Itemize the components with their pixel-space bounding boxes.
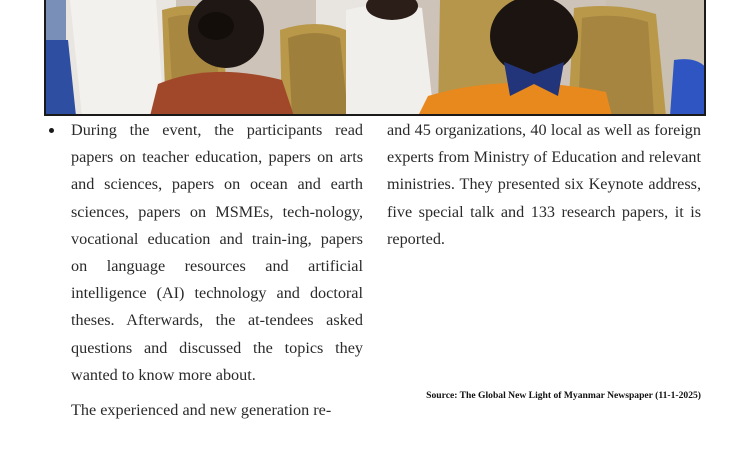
conference-audience-photo xyxy=(44,0,706,116)
right-paragraph: and 45 organizations, 40 local as well as foreign experts from Ministry of Education and relevant ministries. They presented six Keynote address, five special talk and 133 research papers, it is reported. xyxy=(387,121,701,248)
left-paragraph-2: The experienced and new generation re- xyxy=(71,401,332,420)
bullet-point xyxy=(49,128,54,133)
source-credit: Source: The Global New Light of Myanmar Newspaper (11-1-2025) xyxy=(426,390,701,401)
photo-illustration xyxy=(46,0,706,116)
left-column xyxy=(71,117,363,424)
right-column xyxy=(387,117,701,253)
left-paragraph-1: During the event, the participants read papers on teacher education, papers on arts and sciences, papers on ocean and earth sciences, papers on MSMEs, tech-nology, vocational education and train-ing, papers on language resources and artificial intelligence (AI) technology and doctoral theses. Afterwards, the at-tendees asked questions and discussed the topics they wanted to know more about. xyxy=(71,121,363,384)
